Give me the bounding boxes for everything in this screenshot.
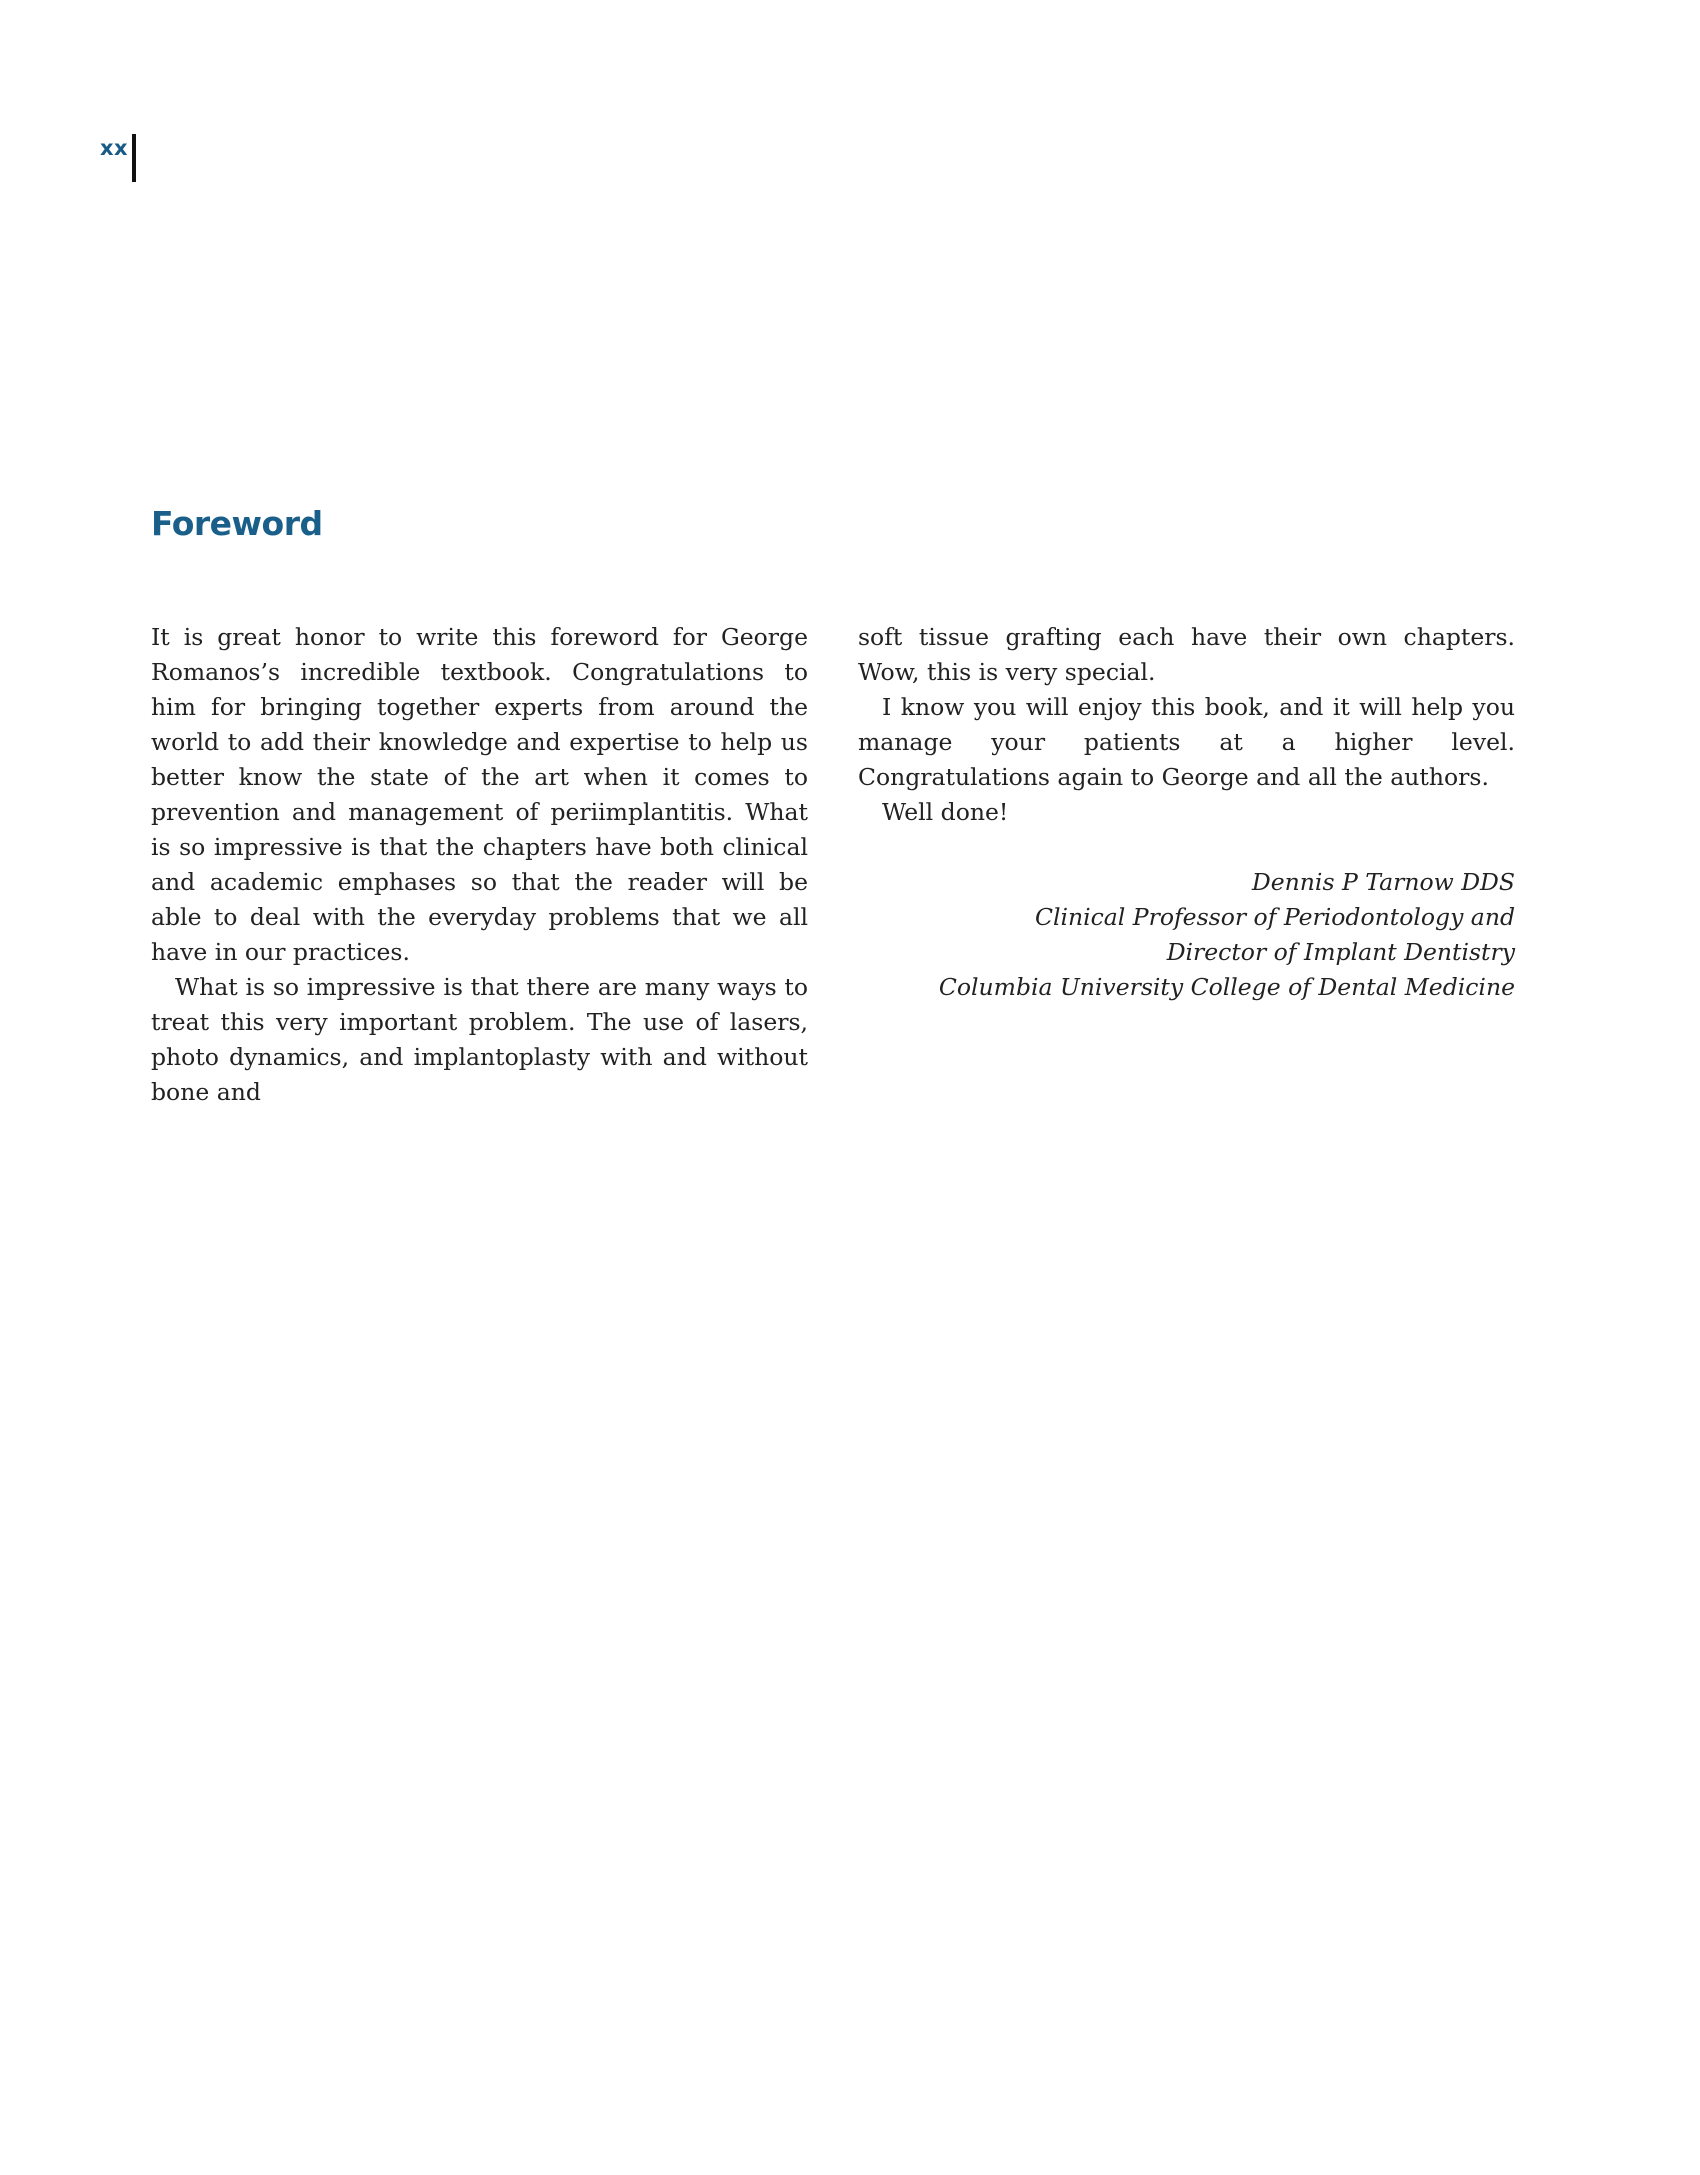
- paragraph-4: Well done!: [882, 798, 1009, 826]
- signature-role-line-1: Clinical Professor of Periodontology and: [1034, 903, 1515, 931]
- section-title: Foreword: [151, 504, 323, 543]
- signature-role-line-2: Director of Implant Dentistry: [1166, 938, 1515, 966]
- paragraph-2: What is so impressive is that there are many ways to treat this very important problem. The use of lasers, photo dynamics, and implantoplasty with and without bone and: [151, 973, 808, 1106]
- paragraph-2-continued: soft tissue grafting each have their own chapters. Wow, this is very special.: [858, 623, 1515, 686]
- text-column-right: [858, 620, 1515, 1005]
- folio-rule: [132, 134, 136, 182]
- signature-name: Dennis P Tarnow DDS: [1251, 868, 1515, 896]
- page-number: xx: [100, 136, 129, 160]
- text-column-left: [151, 620, 808, 1110]
- signature-block: [858, 865, 1515, 1005]
- paragraph-3: I know you will enjoy this book, and it will help you manage your patients at a higher level. Congratulations again to George and all the authors.: [858, 693, 1515, 791]
- signature-institution: Columbia University College of Dental Medicine: [938, 973, 1515, 1001]
- paragraph-1: It is great honor to write this foreword for George Romanos’s incredible textbook. Congratulations to him for bringing together experts from around the world to add their knowledge and expertise to help us better know the state of the art when it comes to prevention and management of periimplantitis. What is so impressive is that the chapters have both clinical and academic emphases so that the reader will be able to deal with the everyday problems that we all have in our practices.: [151, 623, 808, 966]
